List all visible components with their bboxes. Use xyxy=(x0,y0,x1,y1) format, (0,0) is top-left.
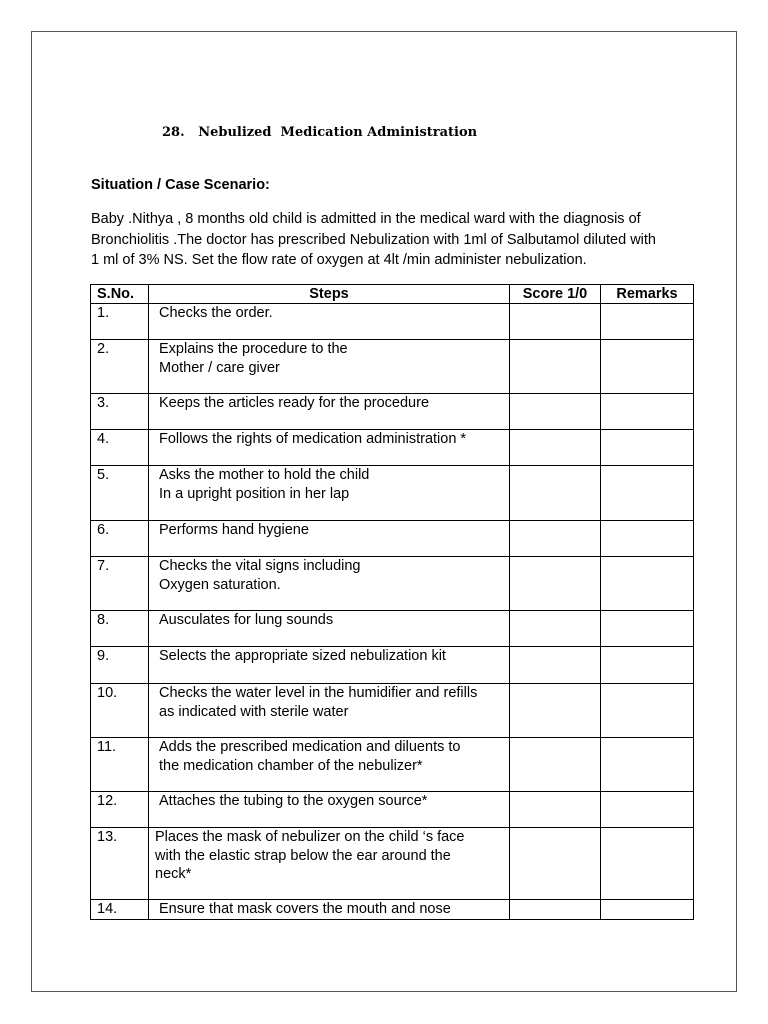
table-row xyxy=(91,557,694,611)
step-line: Performs hand hygiene xyxy=(159,522,309,538)
step-line: the medication chamber of the nebulizer* xyxy=(159,757,423,774)
remarks-cell[interactable] xyxy=(601,792,694,828)
row-step xyxy=(149,466,510,521)
row-number: 5. xyxy=(91,466,149,521)
situation-heading: Situation / Case Scenario: xyxy=(91,177,270,193)
row-step xyxy=(149,738,510,792)
row-step xyxy=(149,304,510,340)
row-number: 13. xyxy=(91,828,149,900)
remarks-cell[interactable] xyxy=(601,684,694,738)
score-cell[interactable] xyxy=(510,647,601,684)
step-line: Follows the rights of medication administration * xyxy=(159,431,467,447)
scenario-line: Bronchiolitis .The doctor has prescribed Nebulization with 1ml of Salbutamol diluted with xyxy=(91,231,656,248)
table-header-row xyxy=(91,285,694,304)
row-step xyxy=(149,394,510,430)
table-row xyxy=(91,647,694,684)
score-cell[interactable] xyxy=(510,611,601,647)
row-step xyxy=(149,340,510,394)
row-step xyxy=(149,430,510,466)
remarks-cell[interactable] xyxy=(601,430,694,466)
remarks-cell[interactable] xyxy=(601,900,694,920)
step-line: Keeps the articles ready for the procedure xyxy=(159,395,430,411)
remarks-cell[interactable] xyxy=(601,738,694,792)
table-row xyxy=(91,430,694,466)
remarks-cell[interactable] xyxy=(601,828,694,900)
step-line: Explains the procedure to the xyxy=(159,341,348,357)
step-line: Asks the mother to hold the child xyxy=(159,467,370,483)
row-step xyxy=(149,557,510,611)
score-cell[interactable] xyxy=(510,394,601,430)
remarks-cell[interactable] xyxy=(601,466,694,521)
score-cell[interactable] xyxy=(510,521,601,557)
row-number: 4. xyxy=(91,430,149,466)
step-line: Adds the prescribed medication and diluents to xyxy=(159,739,461,755)
table-row xyxy=(91,466,694,521)
table-row xyxy=(91,738,694,792)
row-step xyxy=(149,828,510,900)
row-number: 3. xyxy=(91,394,149,430)
row-step xyxy=(149,521,510,557)
row-number: 2. xyxy=(91,340,149,394)
row-number: 6. xyxy=(91,521,149,557)
row-number: 14. xyxy=(91,900,149,920)
score-cell[interactable] xyxy=(510,466,601,521)
score-cell[interactable] xyxy=(510,430,601,466)
remarks-cell[interactable] xyxy=(601,611,694,647)
score-cell[interactable] xyxy=(510,340,601,394)
score-cell[interactable] xyxy=(510,738,601,792)
score-cell[interactable] xyxy=(510,792,601,828)
step-line: Places the mask of nebulizer on the child ‘s face xyxy=(155,829,465,845)
scenario-line: 1 ml of 3% NS. Set the flow rate of oxygen at 4lt /min administer nebulization. xyxy=(91,252,587,268)
table-row xyxy=(91,792,694,828)
table-row xyxy=(91,900,694,920)
remarks-cell[interactable] xyxy=(601,394,694,430)
header-score: Score 1/0 xyxy=(510,285,601,304)
row-number: 8. xyxy=(91,611,149,647)
row-number: 12. xyxy=(91,792,149,828)
step-line: Oxygen saturation. xyxy=(159,576,281,593)
row-number: 7. xyxy=(91,557,149,611)
row-step xyxy=(149,647,510,684)
step-line: Selects the appropriate sized nebulization kit xyxy=(159,648,446,664)
table-row xyxy=(91,828,694,900)
table-row xyxy=(91,340,694,394)
table-row xyxy=(91,521,694,557)
table-row xyxy=(91,394,694,430)
step-line: Checks the vital signs including xyxy=(159,558,361,574)
row-step xyxy=(149,900,510,920)
header-steps: Steps xyxy=(149,285,510,304)
remarks-cell[interactable] xyxy=(601,521,694,557)
row-number: 9. xyxy=(91,647,149,684)
scenario-line: Baby .Nithya , 8 months old child is admitted in the medical ward with the diagnosis of xyxy=(91,211,641,227)
step-line: Ausculates for lung sounds xyxy=(159,612,334,628)
row-number: 1. xyxy=(91,304,149,340)
step-line: Ensure that mask covers the mouth and nose xyxy=(159,901,451,917)
score-cell[interactable] xyxy=(510,828,601,900)
step-line: Attaches the tubing to the oxygen source* xyxy=(159,793,428,809)
step-line: In a upright position in her lap xyxy=(159,485,350,502)
score-cell[interactable] xyxy=(510,900,601,920)
step-line: Checks the order. xyxy=(159,305,273,321)
checklist-table xyxy=(90,284,694,920)
row-step xyxy=(149,792,510,828)
remarks-cell[interactable] xyxy=(601,304,694,340)
remarks-cell[interactable] xyxy=(601,557,694,611)
scenario-paragraph xyxy=(91,209,701,271)
step-line: neck* xyxy=(155,866,192,882)
page-title: 28. Nebulized Medication Administration xyxy=(162,125,478,140)
remarks-cell[interactable] xyxy=(601,647,694,684)
step-line: as indicated with sterile water xyxy=(159,703,349,720)
score-cell[interactable] xyxy=(510,557,601,611)
header-remarks: Remarks xyxy=(601,285,694,304)
score-cell[interactable] xyxy=(510,684,601,738)
table-row xyxy=(91,611,694,647)
row-number: 11. xyxy=(91,738,149,792)
header-sno: S.No. xyxy=(91,285,149,304)
row-step xyxy=(149,684,510,738)
step-line: Mother / care giver xyxy=(159,359,280,376)
row-number: 10. xyxy=(91,684,149,738)
row-step xyxy=(149,611,510,647)
table-row xyxy=(91,304,694,340)
step-line: Checks the water level in the humidifier and refills xyxy=(159,685,478,701)
score-cell[interactable] xyxy=(510,304,601,340)
remarks-cell[interactable] xyxy=(601,340,694,394)
table-row xyxy=(91,684,694,738)
checklist-body xyxy=(91,304,694,920)
step-line: with the elastic strap below the ear around the xyxy=(155,847,451,864)
